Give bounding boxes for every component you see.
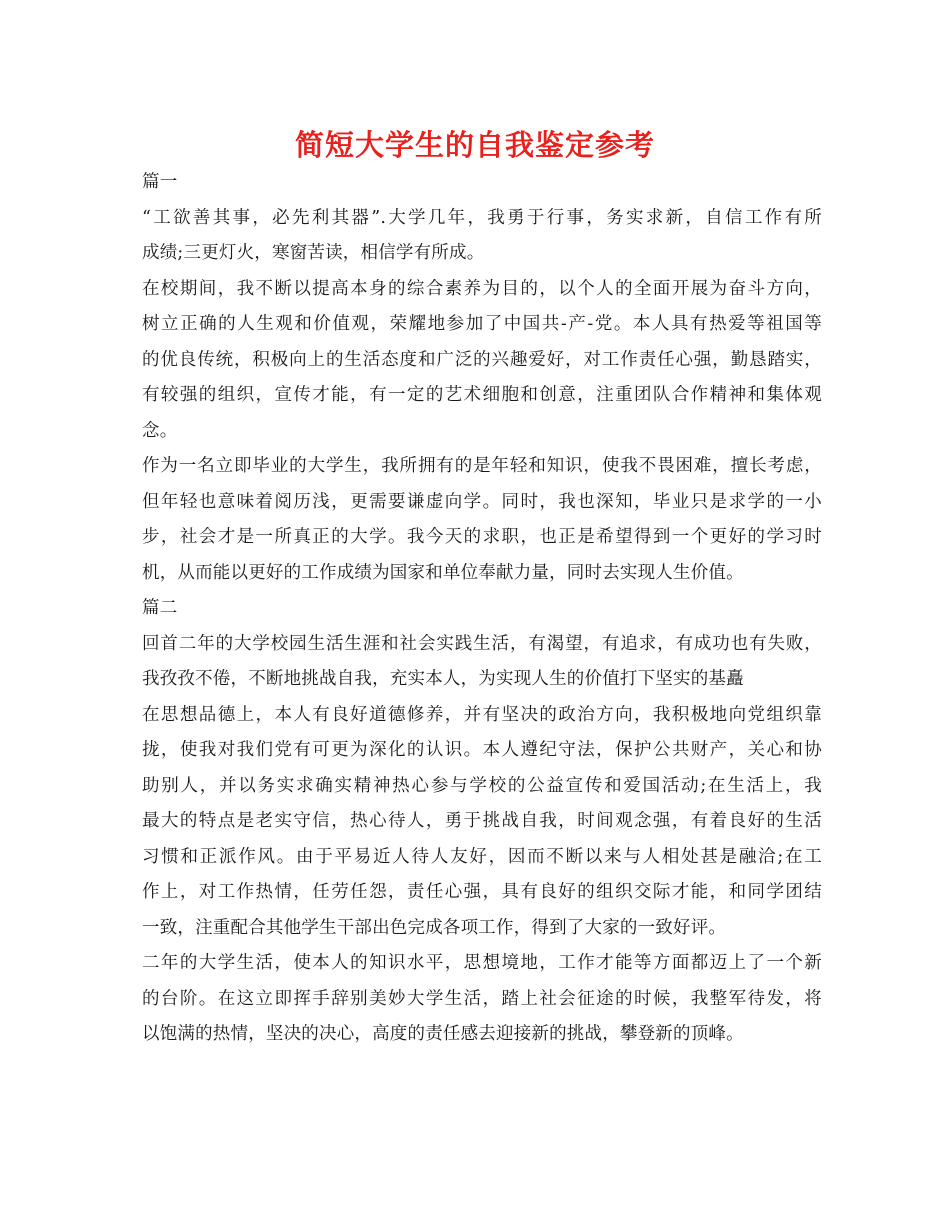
section-heading: 篇一 — [142, 172, 178, 192]
section-heading: 篇二 — [142, 598, 178, 618]
paragraph-line: 在校期间，我不断以提高本身的综合素养为目的，以个人的全面开展为奋斗方向， — [142, 278, 822, 299]
paragraph-line: 最大的特点是老实守信，热心待人，勇于挑战自我，时间观念强，有着良好的生活 — [142, 811, 822, 831]
paragraph-line: 的优良传统，积极向上的生活态度和广泛的兴趣爱好，对工作责任心强，勤恳踏实， — [142, 349, 822, 370]
paragraph-line: 回首二年的大学校园生活生涯和社会实践生活，有渴望，有追求，有成功也有失败， — [142, 633, 822, 654]
document-title: 简短大学生的自我鉴定参考 — [294, 128, 655, 162]
paragraph-line: 但年轻也意味着阅历浅，更需要谦虚向学。同时，我也深知，毕业只是求学的一小 — [142, 491, 822, 512]
paragraph-line: 机，从而能以更好的工作成绩为国家和单位奉献力量，同时去实现人生价值。 — [142, 562, 744, 583]
document-body — [142, 165, 822, 1053]
paragraph-line: 二年的大学生活，使本人的知识水平，思想境地，工作才能等方面都迈上了一个新 — [142, 953, 822, 973]
paragraph-line: 成绩;三更灯火，寒窗苦读，相信学有所成。 — [142, 243, 485, 263]
paragraph-line: 作上，对工作热情，任劳任怨，责任心强，具有良好的组织交际才能，和同学团结 — [142, 882, 822, 902]
paragraph-line: “工欲善其事，必先利其器”.大学几年，我勇于行事，务实求新，自信工作有所 — [142, 207, 822, 228]
paragraph-line: 拢，使我对我们党有可更为深化的认识。本人遵纪守法，保护公共财产，关心和协 — [142, 740, 822, 760]
paragraph-line: 的台阶。在这立即挥手辞别美妙大学生活，踏上社会征途的时候，我整军待发，将 — [142, 988, 822, 1009]
paragraph-line: 作为一名立即毕业的大学生，我所拥有的是年轻和知识，使我不畏困难，擅长考虑， — [142, 456, 822, 476]
paragraph-line: 念。 — [142, 420, 178, 441]
paragraph-line: 在思想品德上，本人有良好道德修养，并有坚决的政治方向，我积极地向党组织靠 — [142, 704, 822, 725]
paragraph-line: 一致，注重配合其他学生干部出色完成各项工作，得到了大家的一致好评。 — [142, 917, 727, 938]
paragraph-line: 我孜孜不倦，不断地挑战自我，充实本人，为实现人生的价值打下坚实的基矗 — [142, 669, 744, 689]
paragraph-line: 有较强的组织，宣传才能，有一定的艺术细胞和创意，注重团队合作精神和集体观 — [142, 385, 822, 405]
paragraph-line: 助别人，并以务实求确实精神热心参与学校的公益宣传和爱国活动;在生活上，我 — [142, 775, 822, 796]
paragraph-line: 习惯和正派作风。由于平易近人待人友好，因而不断以来与人相处甚是融洽;在工 — [142, 846, 822, 867]
paragraph-line: 树立正确的人生观和价值观，荣耀地参加了中国共-产-党。本人具有热爱等祖国等 — [142, 314, 822, 334]
paragraph-line: 以饱满的热情，坚决的决心，高度的责任感去迎接新的挑战，攀登新的顶峰。 — [142, 1024, 744, 1044]
paragraph-line: 步，社会才是一所真正的大学。我今天的求职，也正是希望得到一个更好的学习时 — [142, 527, 822, 547]
